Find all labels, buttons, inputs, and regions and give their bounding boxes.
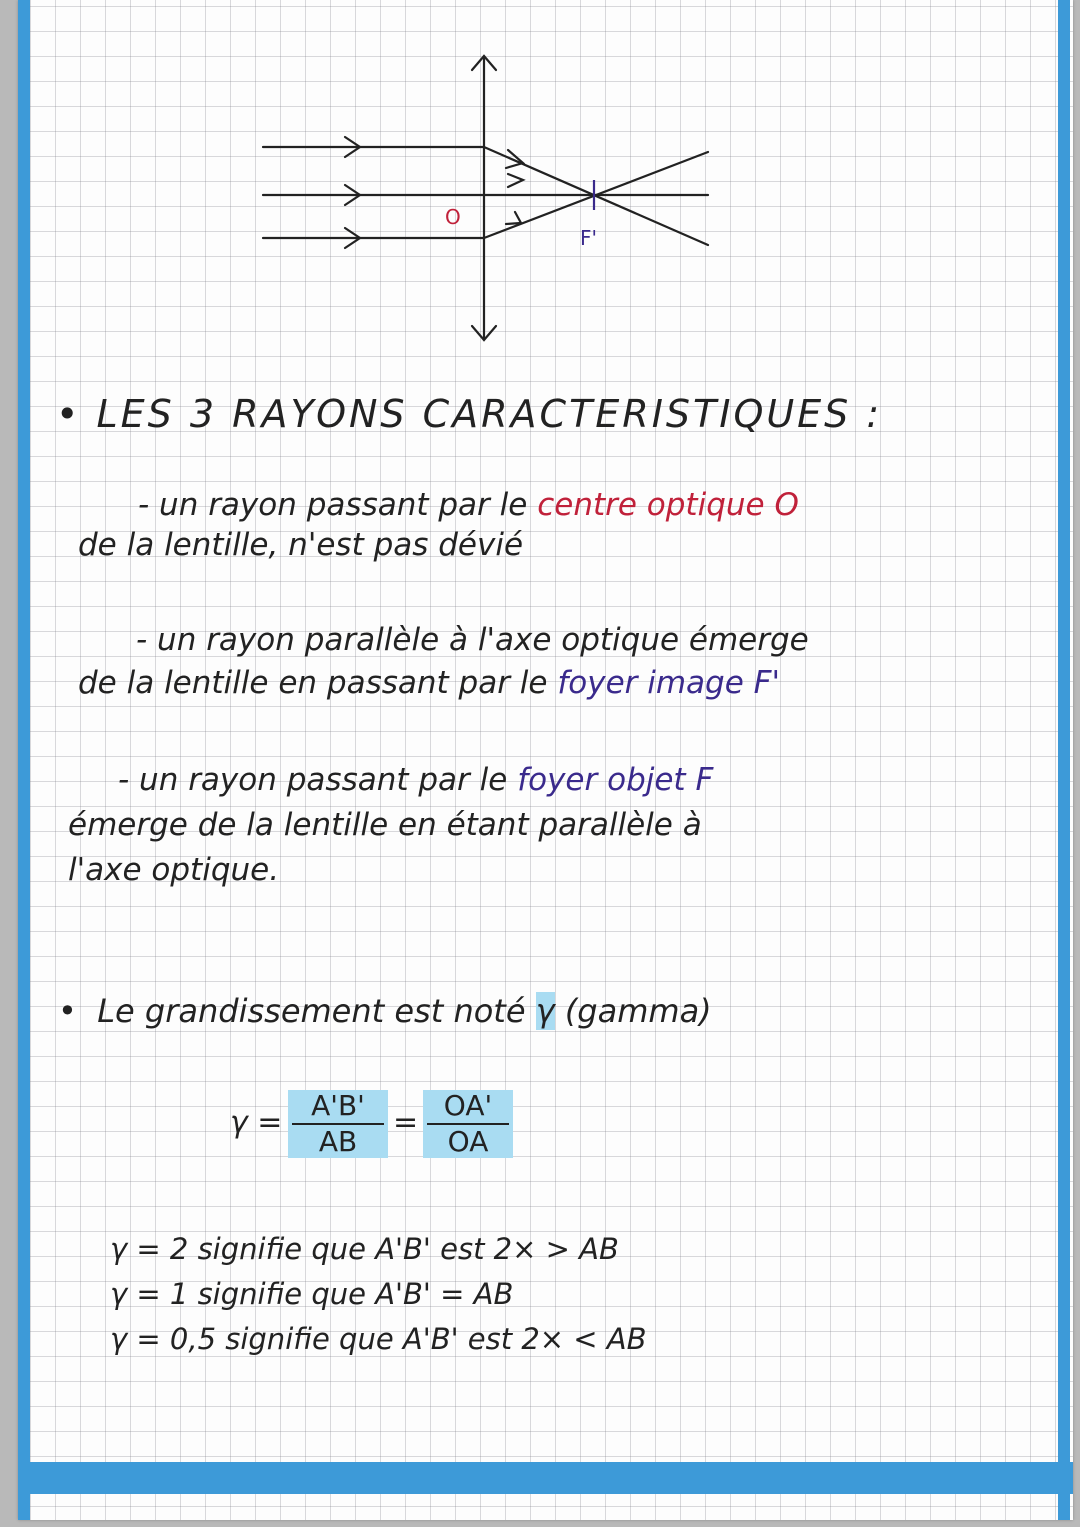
ray3-line2: émerge de la lentille en étant parallèle à <box>68 807 702 843</box>
ray2-highlight: foyer image F' <box>557 665 781 701</box>
section-title-rays: • LES 3 RAYONS CARACTERISTIQUES : <box>56 392 883 436</box>
ray1-line2: de la lentille, n'est pas dévié <box>78 527 524 563</box>
ray3-line1: - un rayon passant par le foyer objet F <box>118 762 714 798</box>
ray1-line1: - un rayon passant par le centre optique O <box>138 487 799 523</box>
label-f-prime: F' <box>580 226 598 250</box>
gamma-example-3: γ = 0,5 signifie que A'B' est 2× < AB <box>110 1322 647 1356</box>
bullet-icon: • <box>56 392 97 436</box>
gamma-symbol-highlight: γ <box>535 992 555 1030</box>
bullet-icon: • <box>58 992 98 1030</box>
gamma-example-1: γ = 2 signifie que A'B' est 2× > AB <box>110 1232 619 1266</box>
formula-lhs: γ = <box>230 1105 283 1140</box>
ray1-highlight: centre optique O <box>537 487 799 523</box>
ray2-line2: de la lentille en passant par le foyer image F' <box>78 665 781 701</box>
formula-equals: = <box>393 1105 419 1140</box>
converging-lens-diagram <box>18 0 1073 360</box>
notebook-page <box>18 0 1073 1520</box>
fraction-image-object: A'B' AB <box>288 1090 388 1158</box>
gamma-example-2: γ = 1 signifie que A'B' = AB <box>110 1277 514 1311</box>
gamma-intro: • Le grandissement est noté γ (gamma) <box>58 992 712 1030</box>
fraction-distances: OA' OA <box>423 1090 513 1158</box>
page-border-bottom <box>18 1462 1073 1494</box>
ray3-highlight: foyer objet F <box>517 762 714 798</box>
ray3-line3: l'axe optique. <box>68 852 280 888</box>
ray2-line1: - un rayon parallèle à l'axe optique émerge <box>136 622 809 658</box>
label-o: O <box>445 205 461 229</box>
